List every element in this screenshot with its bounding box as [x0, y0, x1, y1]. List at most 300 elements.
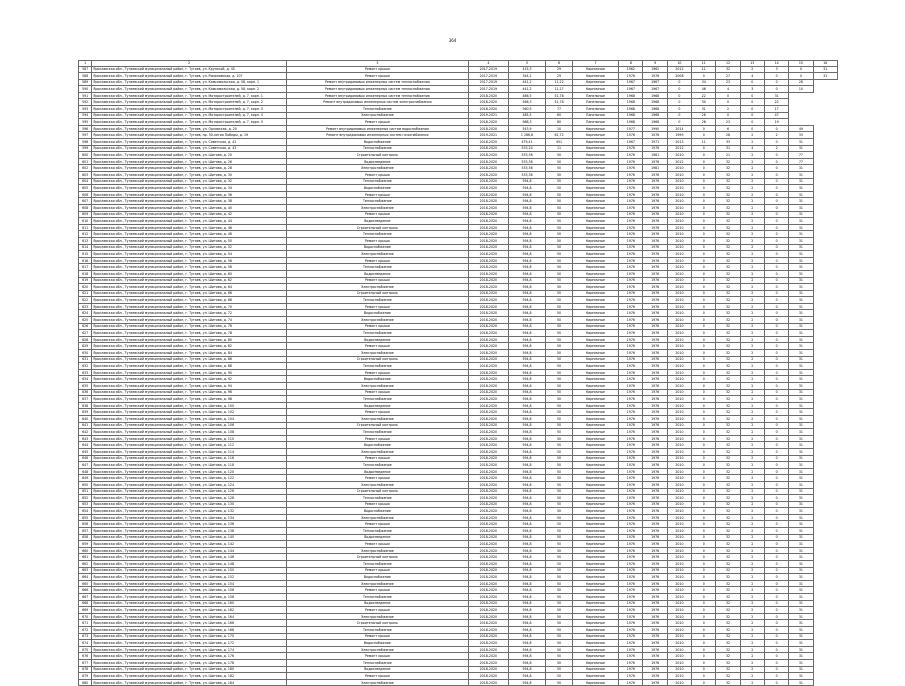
- table-cell: 0: [692, 178, 716, 185]
- table-cell: 0: [667, 92, 691, 99]
- table-cell: 50: [546, 475, 573, 482]
- table-cell: 0: [740, 112, 764, 119]
- table-cell: 31: [789, 554, 813, 561]
- table-cell: 2018-2020: [468, 607, 508, 614]
- address-cell: Ярославская обл., Тутаевский муниципальный район, г. Тутаев, ул. Шитова, д. 92: [92, 376, 286, 383]
- table-cell: 0: [764, 495, 788, 502]
- table-cell: 607: [79, 198, 92, 205]
- address-cell: Ярославская обл., Тутаевский муниципальный район, г. Тутаев, пр. 50-летия Победы, д. 19: [92, 132, 286, 139]
- address-cell: Ярославская обл., Тутаевский муниципальный район, г. Тутаев, ул. Шитова, д. 154: [92, 580, 286, 587]
- table-cell: 631: [79, 356, 92, 363]
- table-cell: 31: [789, 415, 813, 422]
- table-cell: 1976: [619, 541, 643, 548]
- work-type-cell: Теплоснабжение: [286, 594, 468, 601]
- table-cell: 0: [764, 580, 788, 587]
- table-cell: Кирпичные: [572, 343, 618, 350]
- table-cell: 6: [716, 125, 740, 132]
- work-type-cell: Водоотведение: [286, 158, 468, 165]
- table-cell: 0: [692, 270, 716, 277]
- table-cell: 0: [692, 679, 716, 686]
- table-cell: 2: [740, 521, 764, 528]
- table-cell: 2019-2021: [468, 112, 508, 119]
- table-cell: Кирпичные: [572, 204, 618, 211]
- table-cell: 594,8: [508, 422, 546, 429]
- table-cell: 1976: [643, 508, 667, 515]
- table-cell: 0: [764, 218, 788, 225]
- table-cell: 2018-2020: [468, 152, 508, 159]
- address-cell: Ярославская обл., Тутаевский муниципальный район, г. Тутаев, ул. Шитова, д. 158: [92, 594, 286, 601]
- table-cell: 1976: [619, 178, 643, 185]
- address-cell: Ярославская обл., Тутаевский муниципальный район, г. Тутаев, ул. Шитова, д. 172: [92, 640, 286, 647]
- table-cell: 2: [740, 317, 764, 324]
- table-cell: 0: [764, 231, 788, 238]
- work-type-cell: Теплоснабжение: [286, 396, 468, 403]
- table-cell: 1976: [619, 514, 643, 521]
- address-cell: Ярославская обл., Тутаевский муниципальный район, г. Тутаев, ул. Шитова, д. 152: [92, 574, 286, 581]
- table-cell: Кирпичные: [572, 429, 618, 436]
- table-cell: 0: [740, 99, 764, 106]
- table-cell: 2: [740, 172, 764, 179]
- table-cell: 1976: [643, 488, 667, 495]
- table-cell: 1976: [643, 224, 667, 231]
- table-cell: 32: [716, 277, 740, 284]
- table-cell: 32: [716, 422, 740, 429]
- table-cell: Кирпичные: [572, 574, 618, 581]
- table-cell: 594,8: [508, 178, 546, 185]
- table-cell: 32: [716, 244, 740, 251]
- table-cell: 651: [79, 488, 92, 495]
- table-row: [79, 514, 838, 521]
- table-cell: 31: [789, 389, 813, 396]
- table-cell: 594,8: [508, 356, 546, 363]
- table-cell: 32: [716, 666, 740, 673]
- table-cell: 50: [546, 613, 573, 620]
- table-cell: 1976: [643, 350, 667, 357]
- table-cell: Кирпичные: [572, 251, 618, 258]
- table-cell: Кирпичные: [572, 303, 618, 310]
- table-cell: 1976: [619, 363, 643, 370]
- table-cell: Кирпичные: [572, 376, 618, 383]
- table-cell: 1976: [619, 666, 643, 673]
- table-cell: Кирпичные: [572, 640, 618, 647]
- table-cell: 0: [764, 172, 788, 179]
- table-cell: 31: [789, 646, 813, 653]
- table-cell: 2010: [667, 653, 691, 660]
- table-cell: Кирпичные: [572, 646, 618, 653]
- table-cell: 2: [740, 277, 764, 284]
- table-row: [79, 73, 838, 80]
- table-cell: 2: [740, 640, 764, 647]
- table-cell: 1976: [643, 673, 667, 680]
- table-cell: 594,8: [508, 409, 546, 416]
- table-cell: 2: [740, 580, 764, 587]
- work-type-cell: Водоснабжение: [286, 508, 468, 515]
- table-cell: 1976: [619, 587, 643, 594]
- table-cell: Кирпичные: [572, 369, 618, 376]
- table-cell: 2010: [667, 666, 691, 673]
- table-cell: 2018-2020: [468, 554, 508, 561]
- table-cell: 31: [789, 369, 813, 376]
- table-row: [79, 139, 838, 146]
- table-cell: 50: [546, 422, 573, 429]
- table-cell: 2018-2020: [468, 119, 508, 126]
- table-cell: 2018-2020: [468, 640, 508, 647]
- table-cell: 594,8: [508, 198, 546, 205]
- table-cell: 594,8: [508, 257, 546, 264]
- table-cell: 2018-2020: [468, 666, 508, 673]
- table-cell: 2010: [667, 218, 691, 225]
- table-cell: 32: [716, 633, 740, 640]
- table-cell: 594,8: [508, 587, 546, 594]
- table-cell: 0: [764, 79, 788, 86]
- table-cell: 2018-2020: [468, 251, 508, 258]
- table-cell: 2018-2020: [468, 415, 508, 422]
- table-row: [79, 152, 838, 159]
- table-cell: 415,3: [508, 66, 546, 73]
- table-cell: 639: [79, 409, 92, 416]
- table-cell: 2010: [667, 178, 691, 185]
- work-type-cell: Электроснабжение: [286, 251, 468, 258]
- table-cell: 1976: [619, 528, 643, 535]
- table-cell: 594,8: [508, 218, 546, 225]
- table-cell: 0: [692, 462, 716, 469]
- table-cell: 0: [764, 277, 788, 284]
- table-cell: 21: [716, 152, 740, 159]
- table-cell: 1971: [643, 139, 667, 146]
- table-row: [79, 132, 838, 139]
- column-header: 8: [619, 61, 643, 67]
- table-cell: 0: [692, 488, 716, 495]
- table-cell: 32: [716, 409, 740, 416]
- table-cell: Панельные: [572, 119, 618, 126]
- table-cell: 0: [764, 541, 788, 548]
- table-cell: 31: [789, 218, 813, 225]
- table-cell: 2010: [667, 244, 691, 251]
- table-cell: 0: [764, 350, 788, 357]
- table-cell: Панельные: [572, 92, 618, 99]
- table-cell: 1968: [643, 99, 667, 106]
- table-cell: 1976: [619, 567, 643, 574]
- table-cell: 2018-2020: [468, 580, 508, 587]
- table-cell: Кирпичные: [572, 317, 618, 324]
- table-cell: 0: [667, 106, 691, 113]
- table-cell: 31: [789, 383, 813, 390]
- work-type-cell: Теплоснабжение: [286, 106, 468, 113]
- table-cell: 0: [764, 587, 788, 594]
- table-cell: 1976: [643, 561, 667, 568]
- table-row: [79, 607, 838, 614]
- table-cell: 2010: [667, 534, 691, 541]
- table-cell: 31: [789, 323, 813, 330]
- table-cell: 619: [79, 277, 92, 284]
- table-cell: 0: [764, 389, 788, 396]
- table-cell: Кирпичные: [572, 211, 618, 218]
- table-cell: 2010: [667, 185, 691, 192]
- column-header: 2: [92, 61, 286, 67]
- table-cell: 47: [764, 112, 788, 119]
- table-cell: 32: [716, 336, 740, 343]
- table-cell: 31: [789, 468, 813, 475]
- table-cell: 2018-2020: [468, 396, 508, 403]
- table-cell: 2: [740, 409, 764, 416]
- address-cell: Ярославская обл., Тутаевский муниципальный район, г. Тутаев, ул. Шитова, д. 122: [92, 475, 286, 482]
- table-cell: 611: [79, 224, 92, 231]
- table-cell: 1976: [619, 73, 643, 80]
- table-row: [79, 528, 838, 535]
- work-type-cell: Водоотведение: [286, 336, 468, 343]
- table-cell: 672: [79, 626, 92, 633]
- table-cell: 659: [79, 541, 92, 548]
- table-cell: 31: [789, 679, 813, 686]
- table-cell: 2: [740, 448, 764, 455]
- table-cell: 2: [740, 659, 764, 666]
- table-cell: 2010: [667, 369, 691, 376]
- table-cell: 31: [789, 409, 813, 416]
- table-cell: 2010: [667, 501, 691, 508]
- table-row: [79, 251, 838, 258]
- table-cell: 50: [546, 251, 573, 258]
- table-cell: 1981: [643, 165, 667, 172]
- table-cell: 0: [692, 317, 716, 324]
- table-cell: 1976: [619, 600, 643, 607]
- address-cell: Ярославская обл., Тутаевский муниципальный район, г. Тутаев, ул. Шитова, д. 150: [92, 567, 286, 574]
- work-type-cell: Водоотведение: [286, 666, 468, 673]
- table-cell: 2013: [667, 139, 691, 146]
- table-cell: 31: [789, 488, 813, 495]
- table-cell: 1976: [619, 547, 643, 554]
- table-cell: 598: [79, 139, 92, 146]
- table-cell: 31: [789, 396, 813, 403]
- table-cell: 32: [716, 429, 740, 436]
- table-cell: 594,8: [508, 462, 546, 469]
- address-cell: Ярославская обл., Тутаевский муниципальный район, г. Тутаев, ул. Шитова, д. 70: [92, 303, 286, 310]
- table-cell: 31: [789, 330, 813, 337]
- table-cell: 31: [789, 495, 813, 502]
- address-cell: Ярославская обл., Тутаевский муниципальный район, г. Тутаев, ул. Шитова, д. 90: [92, 369, 286, 376]
- table-cell: 2018-2020: [468, 383, 508, 390]
- table-cell: 50: [546, 633, 573, 640]
- table-cell: 594,8: [508, 303, 546, 310]
- table-cell: 31: [789, 277, 813, 284]
- table-cell: 1976: [619, 237, 643, 244]
- table-cell: 2018-2020: [468, 92, 508, 99]
- table-cell: 32: [716, 237, 740, 244]
- address-cell: Ярославская обл., Тутаевский муниципальный район, г. Тутаев, ул. Комсомольская, д. 58, корп. 1: [92, 79, 286, 86]
- address-cell: Ярославская обл., Тутаевский муниципальный район, г. Тутаев, ул. Моторостроителей, д. 7, корп. 5: [92, 119, 286, 126]
- table-cell: 1976: [643, 653, 667, 660]
- table-cell: 0: [764, 673, 788, 680]
- table-cell: 0: [764, 356, 788, 363]
- table-cell: 1976: [643, 521, 667, 528]
- address-cell: Ярославская обл., Тутаевский муниципальный район, г. Тутаев, ул. Шитова, д. 80: [92, 336, 286, 343]
- table-cell: 2010: [667, 402, 691, 409]
- table-cell: 594,8: [508, 251, 546, 258]
- table-cell: 2018-2020: [468, 659, 508, 666]
- table-cell: Кирпичные: [572, 79, 618, 86]
- work-type-cell: Ремонт крыши: [286, 303, 468, 310]
- table-cell: 1976: [643, 429, 667, 436]
- table-cell: 1976: [619, 462, 643, 469]
- table-cell: 613: [79, 237, 92, 244]
- table-cell: 1967: [643, 86, 667, 93]
- table-cell: 50: [546, 244, 573, 251]
- table-cell: 661: [79, 554, 92, 561]
- address-cell: Ярославская обл., Тутаевский муниципальный район, г. Тутаев, ул. Шитова, д. 132: [92, 508, 286, 515]
- address-cell: Ярославская обл., Тутаевский муниципальный район, г. Тутаев, ул. Шитова, д. 164: [92, 613, 286, 620]
- table-cell: 594,8: [508, 330, 546, 337]
- table-cell: 32: [716, 198, 740, 205]
- table-cell: 51,78: [546, 99, 573, 106]
- table-cell: 594,8: [508, 653, 546, 660]
- work-type-cell: Ремонт крыши: [286, 541, 468, 548]
- table-cell: 2012: [667, 145, 691, 152]
- table-cell: 594,8: [508, 455, 546, 462]
- table-cell: 1976: [643, 264, 667, 271]
- table-cell: 1976: [643, 185, 667, 192]
- table-cell: 2010: [667, 198, 691, 205]
- table-cell: 0: [764, 514, 788, 521]
- table-cell: 2: [740, 330, 764, 337]
- table-cell: 669: [79, 607, 92, 614]
- table-cell: 2: [764, 132, 788, 139]
- table-cell: 32: [716, 284, 740, 291]
- address-cell: Ярославская обл., Тутаевский муниципальный район, г. Тутаев, ул. Шитова, д. 46: [92, 224, 286, 231]
- table-cell: 594,8: [508, 277, 546, 284]
- table-cell: 0: [764, 613, 788, 620]
- address-cell: Ярославская обл., Тутаевский муниципальный район, г. Тутаев, ул. Шитова, д. 156: [92, 587, 286, 594]
- table-cell: 2: [740, 336, 764, 343]
- table-cell: 0: [692, 495, 716, 502]
- table-cell: 0: [692, 626, 716, 633]
- table-cell: 594,8: [508, 383, 546, 390]
- address-cell: Ярославская обл., Тутаевский муниципальный район, г. Тутаев, ул. Шитова, д. 44: [92, 218, 286, 225]
- table-cell: 988,3: [508, 119, 546, 126]
- table-cell: 0: [764, 633, 788, 640]
- table-cell: 2: [740, 350, 764, 357]
- table-cell: Кирпичные: [572, 383, 618, 390]
- table-cell: 594,8: [508, 554, 546, 561]
- table-cell: 50: [546, 317, 573, 324]
- table-cell: 1976: [643, 323, 667, 330]
- table-cell: 2018-2020: [468, 429, 508, 436]
- table-cell: 31: [764, 92, 788, 99]
- table-row: [79, 666, 838, 673]
- table-cell: 1976: [643, 310, 667, 317]
- table-cell: 1976: [643, 251, 667, 258]
- table-cell: 0: [692, 185, 716, 192]
- table-cell: 1968: [643, 106, 667, 113]
- table-cell: Кирпичные: [572, 356, 618, 363]
- table-cell: Кирпичные: [572, 435, 618, 442]
- table-cell: 612: [79, 231, 92, 238]
- table-cell: 2: [740, 270, 764, 277]
- work-type-cell: Ремонт крыши: [286, 389, 468, 396]
- table-cell: Кирпичные: [572, 145, 618, 152]
- table-cell: 666: [79, 587, 92, 594]
- table-cell: 31: [789, 567, 813, 574]
- table-cell: 2010: [667, 310, 691, 317]
- table-cell: Кирпичные: [572, 442, 618, 449]
- address-cell: Ярославская обл., Тутаевский муниципальный район, г. Тутаев, ул. Комсомольская, д. 58, корп. 2: [92, 86, 286, 93]
- table-cell: 0: [692, 224, 716, 231]
- table-cell: 0: [764, 330, 788, 337]
- table-cell: 31: [789, 310, 813, 317]
- work-type-cell: Электроснабжение: [286, 448, 468, 455]
- table-cell: 560,5: [508, 106, 546, 113]
- table-cell: Кирпичные: [572, 501, 618, 508]
- table-cell: 50: [546, 626, 573, 633]
- address-cell: Ярославская обл., Тутаевский муниципальный район, г. Тутаев, ул. Шитова, д. 66: [92, 290, 286, 297]
- table-cell: Кирпичные: [572, 389, 618, 396]
- table-cell: 1976: [619, 198, 643, 205]
- table-cell: 0: [692, 508, 716, 515]
- table-cell: 2010: [667, 600, 691, 607]
- table-cell: 594,8: [508, 481, 546, 488]
- table-cell: 594,8: [508, 376, 546, 383]
- table-cell: 533,24: [508, 145, 546, 152]
- table-cell: 50: [546, 224, 573, 231]
- table-cell: 2018-2020: [468, 317, 508, 324]
- table-cell: 2010: [667, 508, 691, 515]
- table-cell: 602: [79, 165, 92, 172]
- work-type-cell: Строительный контроль: [286, 554, 468, 561]
- table-cell: 31: [789, 587, 813, 594]
- table-row: [79, 646, 838, 653]
- table-cell: 2010: [667, 303, 691, 310]
- work-type-cell: Электроснабжение: [286, 646, 468, 653]
- table-cell: 1976: [643, 231, 667, 238]
- table-cell: 32: [716, 626, 740, 633]
- table-row: [79, 264, 838, 271]
- table-cell: Кирпичные: [572, 600, 618, 607]
- address-cell: Ярославская обл., Тутаевский муниципальный район, г. Тутаев, ул. Орловская, д. 20: [92, 125, 286, 132]
- table-cell: 2010: [667, 541, 691, 548]
- table-cell: 31: [813, 66, 837, 73]
- table-cell: 0: [692, 600, 716, 607]
- table-cell: 50: [546, 237, 573, 244]
- table-cell: 2: [740, 653, 764, 660]
- work-type-cell: Ремонт крыши: [286, 567, 468, 574]
- table-cell: 615: [79, 251, 92, 258]
- table-cell: 32: [716, 158, 740, 165]
- address-cell: Ярославская обл., Тутаевский муниципальный район, г. Тутаев, ул. Шитова, д. 86: [92, 356, 286, 363]
- table-cell: 667: [79, 594, 92, 601]
- table-cell: 0: [692, 303, 716, 310]
- address-cell: Ярославская обл., Тутаевский муниципальный район, г. Тутаев, ул. Шитова, д. 96: [92, 389, 286, 396]
- table-cell: 0: [692, 468, 716, 475]
- table-cell: 1976: [643, 191, 667, 198]
- table-cell: 60: [546, 119, 573, 126]
- table-row: [79, 198, 838, 205]
- table-cell: Кирпичные: [572, 607, 618, 614]
- table-cell: 2018-2020: [468, 211, 508, 218]
- work-type-cell: Теплоснабжение: [286, 659, 468, 666]
- table-row: [79, 125, 838, 132]
- table-cell: 32: [716, 448, 740, 455]
- table-cell: 32: [716, 468, 740, 475]
- table-cell: 1967: [643, 79, 667, 86]
- table-cell: 1976: [643, 514, 667, 521]
- table-cell: 1976: [619, 277, 643, 284]
- table-cell: 0: [692, 613, 716, 620]
- work-type-cell: Электроснабжение: [286, 317, 468, 324]
- table-cell: 2010: [667, 633, 691, 640]
- table-cell: 31: [789, 455, 813, 462]
- table-cell: 0: [764, 165, 788, 172]
- table-cell: 2010: [667, 495, 691, 502]
- table-cell: 2010: [667, 343, 691, 350]
- table-cell: 1976: [619, 145, 643, 152]
